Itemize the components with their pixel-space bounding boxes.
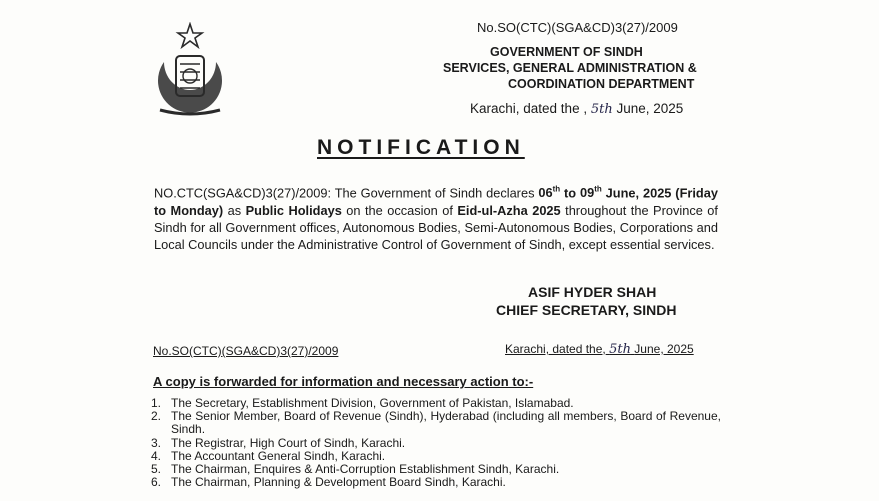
government-of-sindh-seal-icon: [150, 22, 230, 122]
end-date: 09th: [579, 185, 602, 201]
list-item: 4. The Accountant General Sindh, Karachi.: [151, 448, 386, 463]
list-item: 3. The Registrar, High Court of Sindh, Karachi.: [151, 435, 406, 450]
handwritten-date-bottom: 5th: [609, 342, 631, 357]
public-holidays-label: Public Holidays: [245, 202, 342, 218]
forward-date-suffix: June, 2025: [634, 342, 694, 356]
header-department-line1: SERVICES, GENERAL ADMINISTRATION &: [443, 61, 697, 75]
forward-date: [505, 342, 694, 357]
start-date: 06th: [538, 185, 561, 201]
date-range-to: to: [560, 185, 580, 201]
forward-date-prefix: Karachi, dated the,: [505, 342, 606, 356]
copy-forwarded-heading: A copy is forwarded for information and necessary action to:-: [153, 374, 534, 389]
issue-date: [470, 101, 683, 117]
header-department-line2: COORDINATION DEPARTMENT: [508, 77, 695, 91]
notification-title: NOTIFICATION: [317, 136, 525, 159]
issue-date-suffix: June, 2025: [616, 101, 684, 116]
notification-body: [154, 181, 718, 253]
body-as: as: [223, 202, 246, 218]
reference-number-top: No.SO(CTC)(SGA&CD)3(27)/2009: [477, 20, 678, 35]
list-item: 6. The Chairman, Planning & Development Board Sindh, Karachi.: [151, 475, 506, 490]
signatory-name: ASIF HYDER SHAH: [528, 284, 657, 300]
handwritten-date: 5th: [590, 102, 613, 117]
recipient-list: [151, 397, 721, 489]
signatory-designation: CHIEF SECRETARY, SINDH: [496, 302, 677, 318]
body-scope: throughout the Province of Sindh for all Government offices, Autonomous Bodies, Semi-Autonomous Bodies, Corporations and Local Councils under the Administrative Control of Government of Sindh, except essential services.: [154, 202, 718, 253]
header-government: GOVERNMENT OF SINDH: [490, 45, 643, 59]
issue-date-prefix: Karachi, dated the ,: [470, 101, 588, 116]
occasion-name: Eid-ul-Azha 2025: [457, 202, 561, 218]
list-item: 2. The Senior Member, Board of Revenue (Sindh), Hyderabad (including all members, Board of Revenue, Sindh.: [151, 409, 721, 437]
holiday-span: June, 2025 (Friday to Monday): [154, 185, 718, 218]
reference-number-bottom: No.SO(CTC)(SGA&CD)3(27)/2009: [153, 344, 339, 358]
list-item: 5. The Chairman, Enquires & Anti-Corruption Establishment Sindh, Karachi.: [151, 462, 560, 477]
body-opening: NO.CTC(SGA&CD)3(27)/2009: The Government of Sindh declares: [154, 185, 539, 201]
list-item: 1. The Secretary, Establishment Division, Government of Pakistan, Islamabad.: [151, 396, 574, 410]
body-occasion: on the occasion of: [341, 202, 458, 218]
